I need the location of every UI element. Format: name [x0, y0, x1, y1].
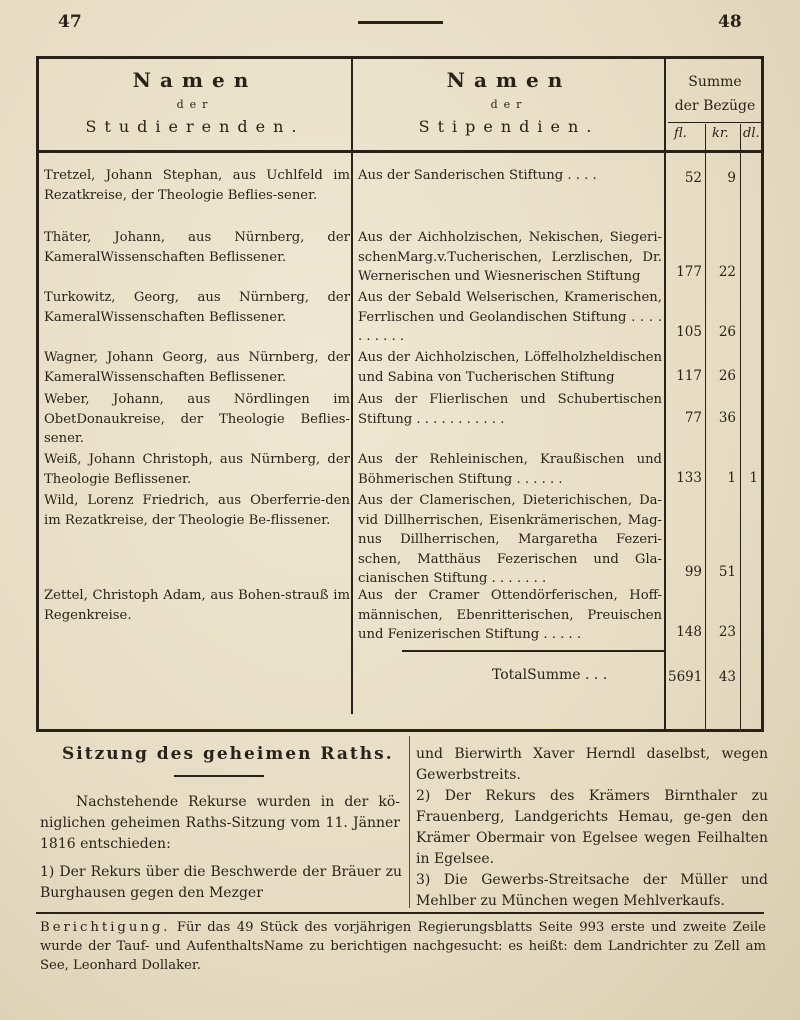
header-student-names: [40, 70, 350, 135]
row-fl: 52: [684, 170, 702, 186]
header-col2-title: Namen: [446, 68, 572, 92]
column-divider: [664, 58, 666, 732]
page-number-left: 47: [58, 12, 82, 32]
row-fl: 148: [676, 624, 702, 640]
row-fl: 117: [676, 368, 702, 384]
header-bottom-rule: [38, 150, 762, 153]
header-col1-sub: Studierenden.: [85, 117, 305, 136]
column-divider: [409, 736, 410, 908]
row-kr: 9: [727, 170, 736, 186]
header-col2-sub: Stipendien.: [418, 117, 600, 136]
row-kr: 51: [718, 564, 736, 580]
row-fl: 99: [684, 564, 702, 580]
row-student: Turkowitz, Georg, aus Nürnberg, der KameralWissenschaften Beflissener.: [44, 290, 350, 325]
column-divider: [740, 124, 741, 732]
header-col2-der: der: [490, 98, 528, 111]
row-stipend: Aus der Sebald Welserischen, Kramerischen, Ferrlischen und Geolandischen Stiftung . . . . . . . . . .: [358, 290, 662, 344]
row-dl: 1: [749, 470, 758, 486]
header-sum-title: Summe: [688, 74, 742, 90]
rekurs-item-1: 1) Der Rekurs über die Beschwerde der Bräuer zu Burghausen gegen den Mezger: [40, 864, 402, 901]
row-student: Zettel, Christoph Adam, aus Bohen-strauß im Regenkreise.: [44, 588, 350, 623]
sitzung-intro: Nachstehende Rekurse wurden in der kö-niglichen geheimen Raths-Sitzung vom 11. Jänner 1816 entschieden:: [40, 794, 400, 852]
row-stipend: Aus der Aichholzischen, Löffelholzheldischen und Sabina von Tucherischen Stiftung: [358, 350, 662, 385]
unit-kr: kr.: [712, 126, 729, 141]
row-student: Weber, Johann, aus Nördlingen im ObetDonaukreise, der Theologie Beflies-sener.: [44, 392, 350, 446]
unit-fl: fl.: [674, 126, 687, 141]
row-student: Wagner, Johann Georg, aus Nürnberg, der KameralWissenschaften Beflissener.: [44, 350, 350, 385]
row-kr: 36: [718, 410, 736, 426]
header-rule: [358, 21, 443, 24]
column-divider: [351, 58, 353, 714]
berichtigung-rule: [36, 912, 764, 914]
row-student: Weiß, Johann Christoph, aus Nürnberg, der Theologie Beflissener.: [44, 452, 350, 487]
header-sum: [670, 70, 760, 118]
berichtigung-paragraph: [40, 918, 766, 975]
total-kr: 43: [718, 669, 736, 685]
row-stipend: Aus der Sanderischen Stiftung . . . .: [358, 168, 597, 183]
rekurs-item-1-continued: und Bierwirth Xaver Herndl daselbst, wegen Gewerbstreits.: [416, 746, 768, 783]
column-divider: [705, 124, 706, 732]
row-kr: 26: [718, 324, 736, 340]
row-stipend: Aus der Cramer Ottendörferischen, Hoff-männischen, Ebenritterischen, Preuischen und Fenizerischen Stiftung . . . . .: [358, 588, 662, 642]
unit-dl: dl.: [743, 126, 760, 141]
row-kr: 22: [718, 264, 736, 280]
row-stipend: Aus der Aichholzischen, Nekischen, Siegeri-schenMarg.v.Tucherischen, Lerzlischen, Dr. Wernerischen und Wiesnerischen Stiftung: [358, 230, 662, 284]
header-sum-sub: der Bezüge: [674, 98, 756, 114]
total-fl: 5691: [668, 669, 703, 685]
row-stipend: Aus der Rehleinischen, Kraußischen und Böhmerischen Stiftung . . . . . .: [358, 452, 662, 487]
row-kr: 26: [718, 368, 736, 384]
header-stipend-names: [354, 70, 664, 135]
row-kr: 23: [718, 624, 736, 640]
header-col1-der: der: [176, 98, 214, 111]
rekurs-item-3: 3) Die Gewerbs-Streitsache der Müller und Mehlber zu München wegen Mehlverkaufs.: [416, 872, 768, 909]
berichtigung-label: Berichtigung.: [40, 920, 171, 935]
total-rule: [402, 650, 664, 652]
rekurs-item-2: 2) Der Rekurs des Krämers Birnthaler zu Frauenberg, Landgerichts Hemau, ge-gen den Krämer Obermair von Egelsee wegen Feilhalten in Egelsee.: [416, 788, 768, 867]
row-kr: 1: [727, 470, 736, 486]
row-stipend: Aus der Flierlischen und Schubertischen Stiftung . . . . . . . . . . .: [358, 392, 662, 427]
row-fl: 133: [676, 470, 702, 486]
header-rule-small: [668, 122, 762, 123]
right-column: [416, 744, 768, 912]
sitzung-heading: Sitzung des geheimen Raths.: [62, 744, 394, 764]
page-number-right: 48: [718, 12, 742, 32]
row-student: Thäter, Johann, aus Nürnberg, der KameralWissenschaften Beflissener.: [44, 230, 350, 265]
row-fl: 105: [676, 324, 702, 340]
row-stipend: Aus der Clamerischen, Dieterichischen, Da-vid Dillherrischen, Eisenkrämerischen, Mag-nus Dillherrischen, Margaretha Fezeri-schen, Matthäus Fezerischen und Gla-cianischen Stiftung . . . . . . .: [358, 493, 662, 586]
row-student: Wild, Lorenz Friedrich, aus Oberferrie-den im Rezatkreise, der Theologie Be-flissener.: [44, 493, 350, 528]
row-fl: 177: [676, 264, 702, 280]
row-student: Tretzel, Johann Stephan, aus Uchlfeld im Rezatkreise, der Theologie Beflies-sener.: [44, 168, 350, 203]
header-col1-title: Namen: [132, 68, 258, 92]
total-label: TotalSumme . . .: [492, 667, 608, 683]
row-fl: 77: [684, 410, 702, 426]
berichtigung-text: Für das 49 Stück des vorjährigen Regierungsblatts Seite 993 erste und zweite Zeile wurde der Tauf- und AufenthaltsName zu berichtigen nachgesucht: es heißt: dem Landrichter zu Zell am See, Leonhard Dollaker.: [40, 920, 766, 973]
sitzung-rule: [174, 775, 264, 777]
